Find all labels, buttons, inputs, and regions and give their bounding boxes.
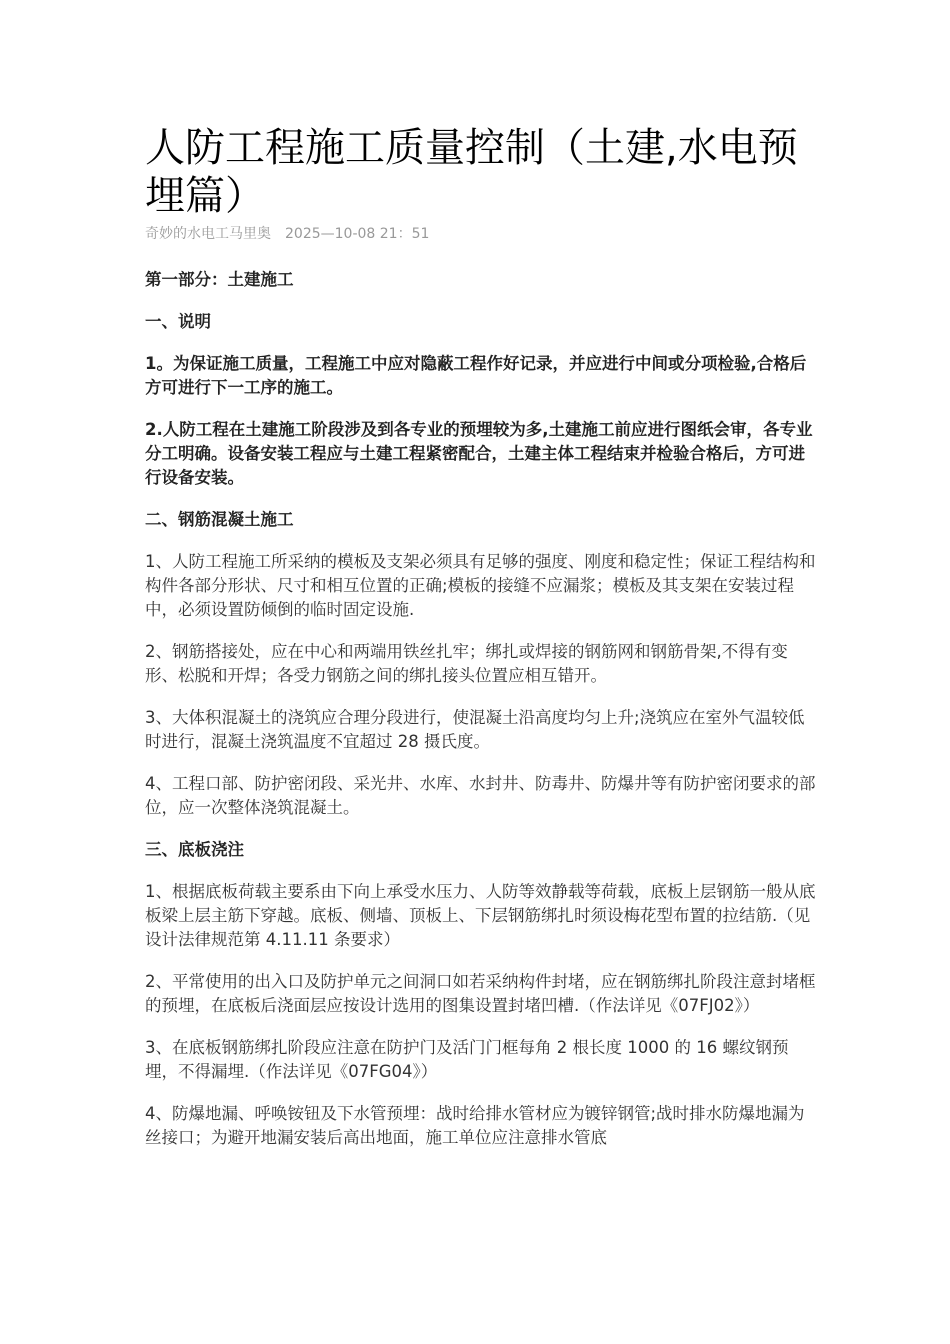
- section-heading: 三、底板浇注: [145, 840, 244, 859]
- section-heading: 1。为保证施工质量，工程施工中应对隐蔽工程作好记录，并应进行中间或分项检验,合格后方可进行下一工序的施工。: [145, 354, 807, 397]
- section-heading: 二、钢筋混凝土施工: [145, 510, 294, 529]
- section-heading: 2.人防工程在土建施工阶段涉及到各专业的预埋较为多,土建施工前应进行图纸会审，各专业分工明确。设备安装工程应与土建工程紧密配合，土建主体工程结束并检验合格后，方可进行设备安装。: [145, 420, 813, 487]
- body-paragraph: 4、防爆地漏、呼唤铵钮及下水管预埋：战时给排水管材应为镀锌钢管;战时排水防爆地漏为丝接口；为避开地漏安装后高出地面，施工单位应注意排水管底: [145, 1104, 805, 1147]
- body-paragraph: 2、平常使用的出入口及防护单元之间洞口如若采纳构件封堵，应在钢筋绑扎阶段注意封堵框的预埋，在底板后浇面层应按设计选用的图集设置封堵凹槽.（作法详见《07FJ02》）: [145, 972, 816, 1015]
- article-body: [145, 268, 820, 1150]
- body-paragraph: 2、钢筋搭接处，应在中心和两端用铁丝扎牢；绑扎或焊接的钢筋网和钢筋骨架,不得有变形、松脱和开焊；各受力钢筋之间的绑扎接头位置应相互错开。: [145, 642, 788, 685]
- body-paragraph: 4、工程口部、防护密闭段、采光井、水库、水封井、防毒井、防爆井等有防护密闭要求的部位，应一次整体浇筑混凝土。: [145, 774, 816, 817]
- section-heading: 一、说明: [145, 312, 211, 331]
- body-paragraph: 1、根据底板荷载主要系由下向上承受水压力、人防等效静载等荷载，底板上层钢筋一般从底板梁上层主筋下穿越。底板、侧墙、顶板上、下层钢筋绑扎时须设梅花型布置的拉结筋.（见设计法律规范第 4.11.11 条要求）: [145, 882, 816, 949]
- body-paragraph: 3、在底板钢筋绑扎阶段应注意在防护门及活门门框每角 2 根长度 1000 的 16 螺纹钢预埋，不得漏埋.（作法详见《07FG04》）: [145, 1038, 789, 1081]
- article-title: 人防工程施工质量控制（土建,水电预埋篇）: [145, 125, 798, 219]
- section-heading: 第一部分：土建施工: [145, 270, 294, 289]
- article: [145, 124, 820, 1168]
- publish-date: 2025—10-08 21：51: [285, 226, 430, 242]
- body-paragraph: 3、大体积混凝土的浇筑应合理分段进行，使混凝土沿高度均匀上升;浇筑应在室外气温较低时进行，混凝土浇筑温度不宜超过 28 摄氏度。: [145, 708, 805, 751]
- article-meta: [145, 224, 820, 244]
- author-name[interactable]: 奇妙的水电工马里奥: [145, 226, 271, 242]
- body-paragraph: 1、人防工程施工所采纳的模板及支架必须具有足够的强度、刚度和稳定性；保证工程结构和构件各部分形状、尺寸和相互位置的正确;模板的接缝不应漏浆；模板及其支架在安装过程中，必须设置防倾倒的临时固定设施.: [145, 552, 816, 619]
